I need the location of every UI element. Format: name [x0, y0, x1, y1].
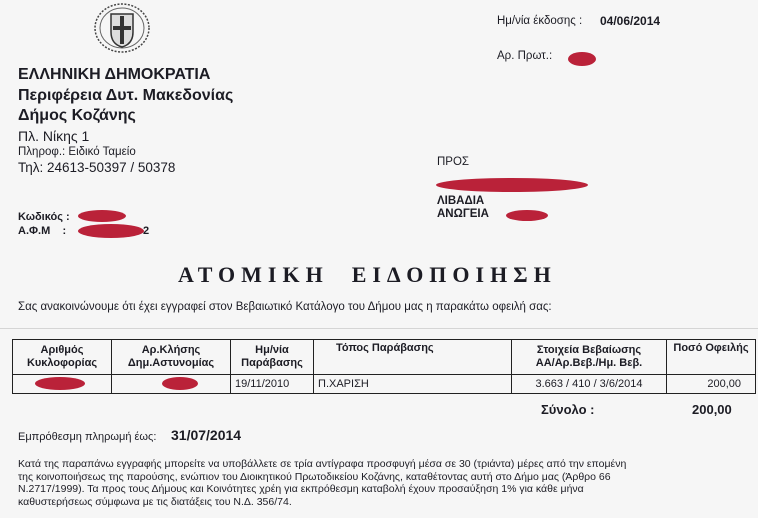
deadline-value: 31/07/2014: [171, 427, 242, 443]
header-amount: Ποσό Οφειλής: [667, 340, 756, 375]
code-label: Κωδικός :: [18, 211, 70, 223]
issuer-address: Πλ. Νίκης 1: [18, 128, 90, 144]
header-date: [231, 340, 314, 375]
header-date-line1: Ημ/νία: [255, 344, 289, 356]
cell-date: 19/11/2010: [231, 375, 314, 394]
recipient-area: ΑΝΩΓΕΙΑ: [437, 208, 489, 220]
redaction-mark: [78, 224, 144, 238]
redaction-mark: [506, 210, 548, 221]
redaction-mark: [162, 377, 198, 390]
redaction-mark: [78, 210, 126, 222]
header-police-line1: Αρ.Κλήσης: [141, 344, 201, 356]
issue-date-value: 04/06/2014: [600, 14, 661, 28]
paragraph-line: Κατά της παραπάνω εγγραφής μπορείτε να υποβάλλετε σε τρία αντίγραφα προσφυγή μέσα σε 30 (τριάντα) μέρες από την επομένη: [18, 458, 627, 470]
issuer-phone: Τηλ: 24613-50397 / 50378: [18, 160, 176, 175]
cell-cert: 3.663 / 410 / 3/6/2014: [512, 375, 667, 394]
issuer-region: Περιφέρεια Δυτ. Μακεδονίας: [18, 87, 234, 104]
deadline-label: Εμπρόθεσμη πληρωμή έως:: [18, 431, 157, 443]
header-place: Τόπος Παράβασης: [314, 340, 512, 375]
issue-date-label: Ημ/νία έκδοσης :: [497, 15, 583, 27]
notice-title: ΑΤΟΜΙΚΗ ΕΙΔΟΠΟΙΗΣΗ: [178, 262, 557, 287]
redaction-mark: [35, 377, 85, 390]
redaction-mark: [436, 178, 588, 192]
issuer-info: Πληροφ.: Ειδικό Ταμείο: [18, 146, 136, 158]
cell-police: [112, 375, 231, 394]
cell-place: Π.ΧΑΡΙΣΗ: [314, 375, 512, 394]
header-cert-line2: ΑΑ/Αρ.Βεβ./Ημ. Βεβ.: [535, 357, 643, 369]
header-plate-line2: Κυκλοφορίας: [26, 357, 98, 369]
total-label: Σύνολο :: [541, 402, 595, 417]
table-row: [13, 375, 756, 394]
paragraph-line: Ν.2717/1999). Τα προς τους Δήμους και Κοινότητες χρέη για εκπρόθεσμη καταβολή έχουν προσαύξηση 1% για κάθε μήνα: [18, 483, 584, 495]
afm-label: Α.Φ.Μ :: [18, 225, 67, 237]
header-police-line2: Δημ.Αστυνομίας: [127, 357, 215, 369]
recipient-city: ΛΙΒΑΔΙΑ: [437, 195, 485, 207]
debt-table: [12, 339, 756, 394]
greek-coat-of-arms-emblem: [92, 2, 152, 54]
issuer-municipality: Δήμος Κοζάνης: [18, 107, 136, 124]
header-police: [112, 340, 231, 375]
paragraph-line: καθυστερήσεως σύμφωνα με τις διατάξεις του Ν.Δ. 356/74.: [18, 495, 292, 508]
header-plate: [13, 340, 112, 375]
cell-plate: [13, 375, 112, 394]
table-header-row: [13, 340, 756, 375]
paper-fold-line: [0, 328, 758, 329]
notice-intro: Σας ανακοινώνουμε ότι έχει εγγραφεί στον Βεβαιωτικό Κατάλογο του Δήμου μας η παρακάτω οφειλή σας:: [18, 301, 552, 313]
recipient-to-label: ΠΡΟΣ: [437, 156, 470, 168]
paragraph-line: της κοινοποιήσεως της παρούσης, ενώπιον του Διοικητικού Πρωτοδικείου Κοζάνης, καταθέτοντας αυτή στο Δήμο μας (Άρθρο 66: [18, 470, 611, 483]
appeal-paragraph: [18, 458, 756, 508]
header-date-line2: Παράβασης: [241, 357, 303, 369]
header-plate-line1: Αριθμός: [40, 344, 84, 356]
redaction-mark: [568, 52, 596, 66]
afm-visible-digit: 2: [143, 225, 150, 237]
protocol-number-label: Αρ. Πρωτ.:: [497, 50, 553, 62]
header-cert: [512, 340, 667, 375]
header-cert-line1: Στοιχεία Βεβαίωσης: [536, 344, 642, 356]
total-value: 200,00: [692, 402, 732, 417]
issuer-country: ΕΛΛΗΝΙΚΗ ΔΗΜΟΚΡΑΤΙΑ: [18, 66, 211, 83]
cell-amount: 200,00: [667, 375, 756, 394]
